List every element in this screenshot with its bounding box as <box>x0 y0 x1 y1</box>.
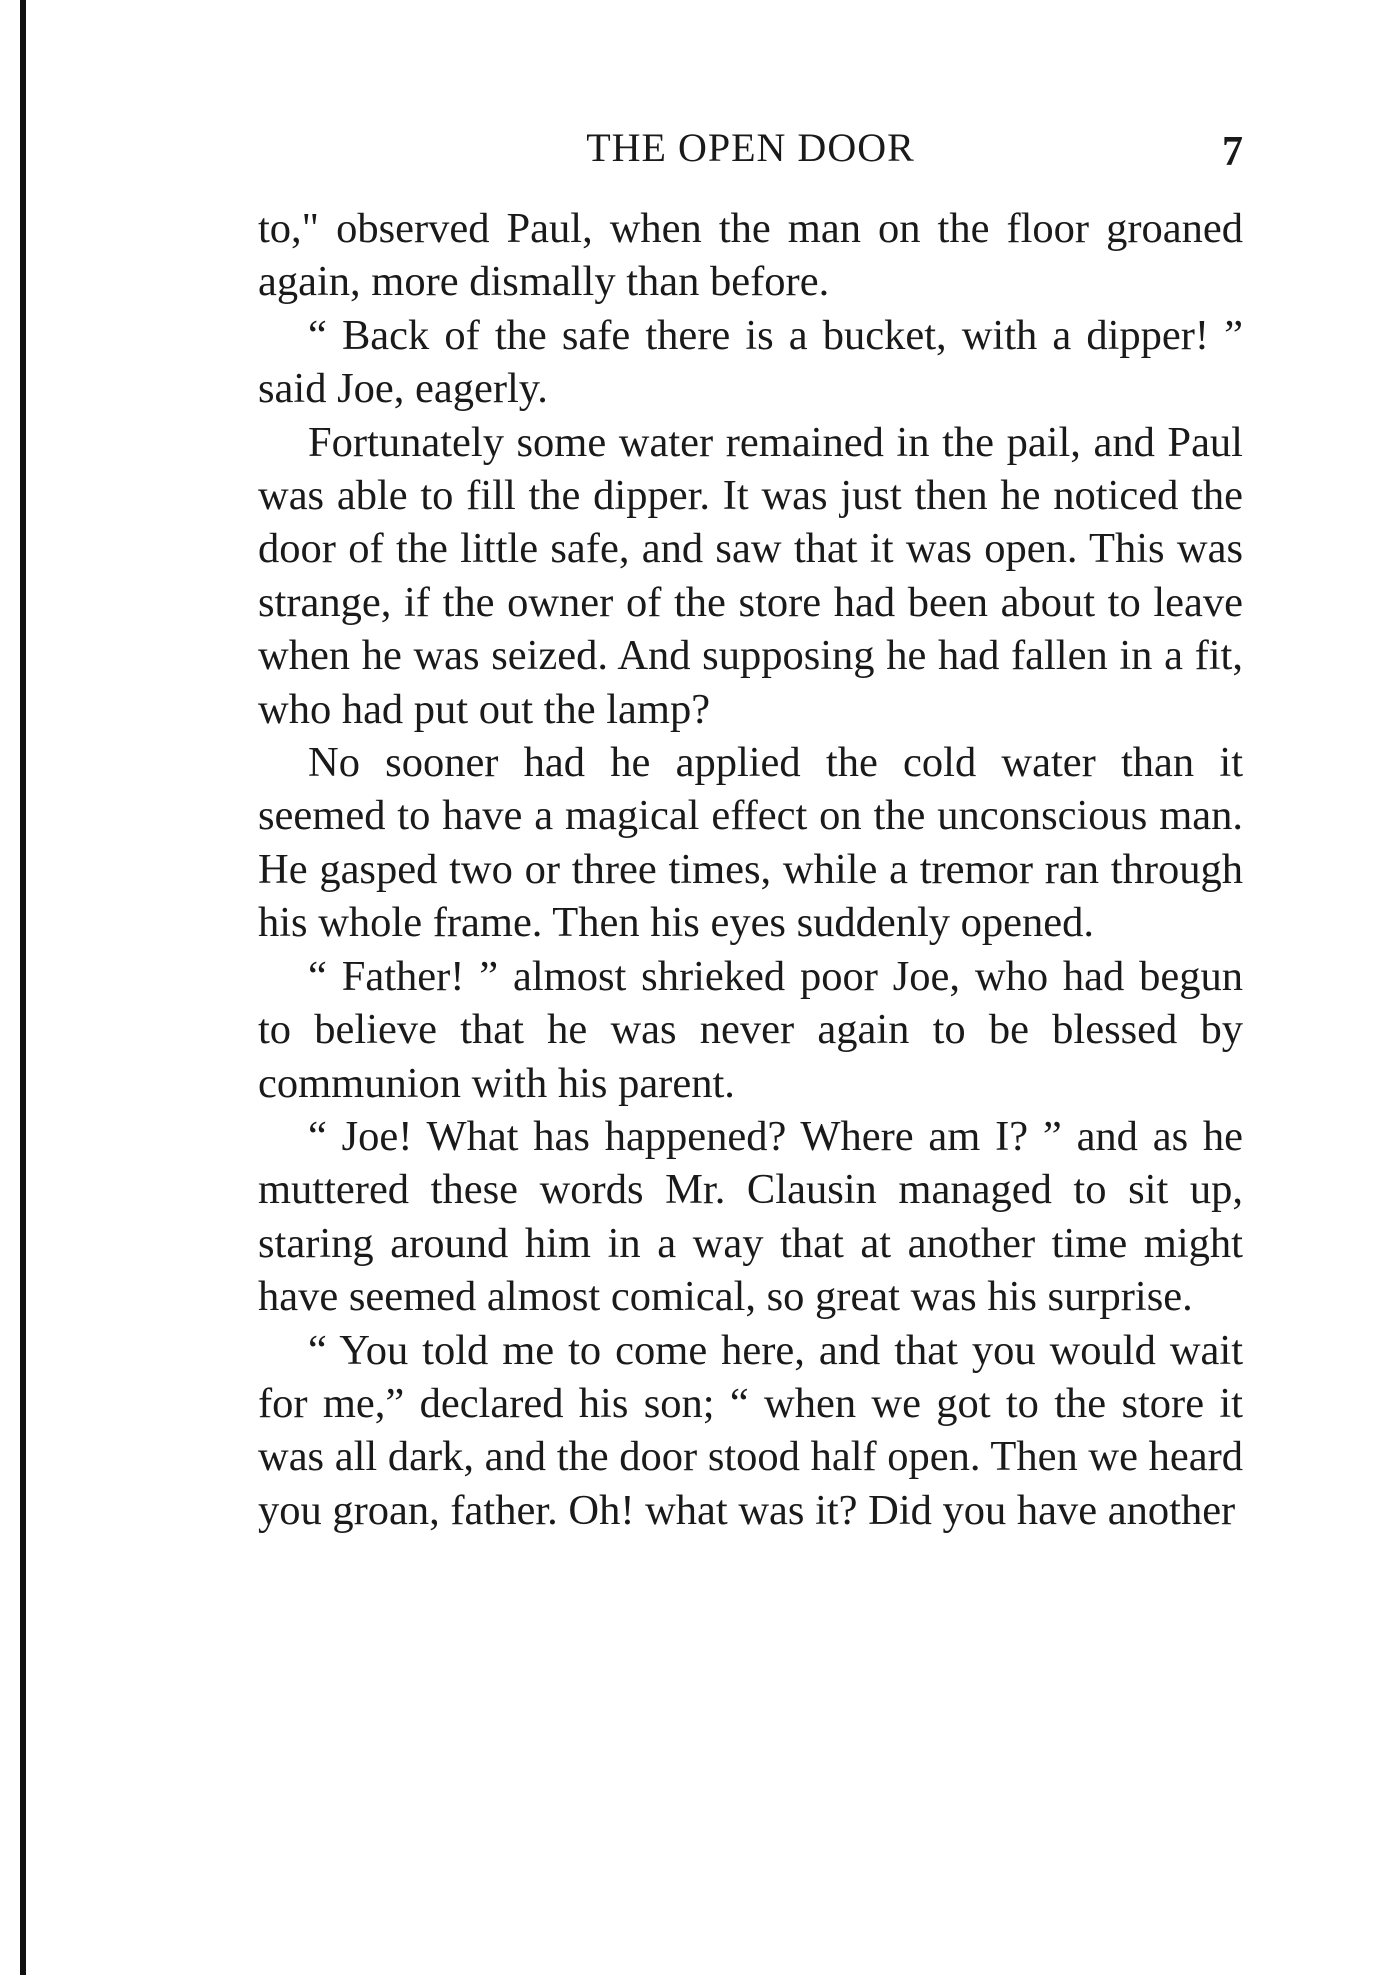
paragraph: Fortunately some water remained in the pail, and Paul was able to fill the dipper. It was just then he noticed the door of the little safe, and saw that it was open. This was strange, if the owner of the store had been about to leave when he was seized. And supposing he had fallen in a fit, who had put out the lamp? <box>258 418 1243 733</box>
running-head: THE OPEN DOOR <box>586 125 915 170</box>
paragraph: No sooner had he applied the cold water than it seemed to have a magical effect on the unconscious man. He gasped two or three times, while a tremor ran through his whole frame. Then his eyes suddenly opened. <box>258 739 1243 947</box>
body-text <box>258 202 1243 1537</box>
paragraph: “ You told me to come here, and that you would wait for me,” declared his son; “ when we got to the store it was all dark, and the door stood half open. Then we heard you groan, father. Oh! what was it? Did you have another <box>258 1326 1243 1534</box>
page-binding-edge <box>20 0 26 1975</box>
page-number: 7 <box>1222 129 1243 175</box>
page-header <box>258 118 1243 178</box>
paragraph-continued: to," observed Paul, when the man on the floor groaned again, more dismally than before. <box>258 205 1243 306</box>
paragraph: “ Back of the safe there is a bucket, with a dipper! ” said Joe, eagerly. <box>258 311 1243 413</box>
paragraph: “ Joe! What has happened? Where am I? ” and as he muttered these words Mr. Clausin managed to sit up, staring around him in a way that at another time might have seemed almost comical, so great was his surprise. <box>258 1112 1243 1321</box>
paragraph: “ Father! ” almost shrieked poor Joe, who had begun to believe that he was never again to be blessed by communion with his parent. <box>258 952 1243 1107</box>
